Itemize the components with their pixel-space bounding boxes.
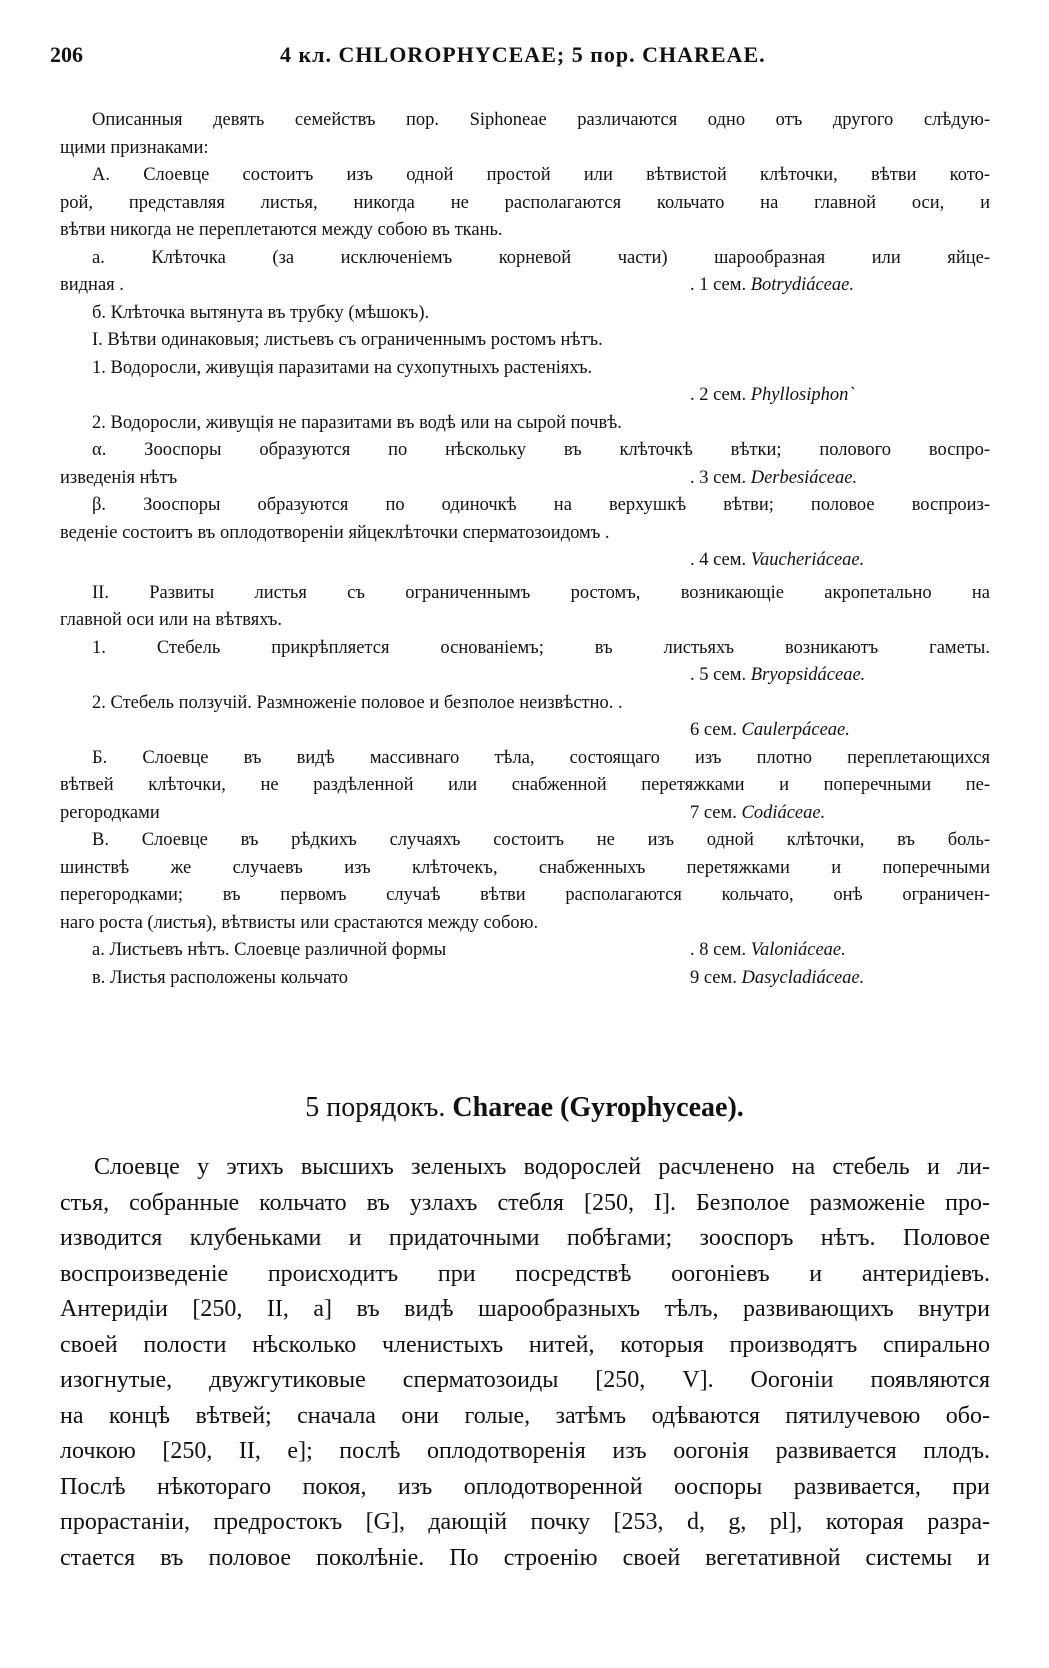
key-line	[60, 327, 990, 355]
family-entry	[690, 800, 990, 828]
body-text	[60, 1150, 990, 1576]
family-name: Dasycladiáceae.	[741, 967, 865, 988]
key-line	[60, 272, 990, 300]
key-line-text: I. Вѣтви одинаковыя; листьевъ съ ограниченнымъ ростомъ нѣтъ.	[92, 330, 603, 350]
key-line	[60, 965, 990, 993]
key-line-text: веденіе состоитъ въ оплодотвореніи яйцеклѣточки сперматозоидомъ .	[60, 522, 610, 543]
key-line	[60, 717, 990, 745]
family-name: Bryopsidáceae.	[750, 665, 866, 685]
family-name: Codiáceae.	[741, 802, 826, 823]
family-name: Derbesiáceae.	[750, 467, 858, 488]
family-entry	[690, 272, 990, 300]
body-line: на концѣ вѣтвей; сначала они голые, затѣмъ одѣваются пятилучевою обо-	[60, 1402, 990, 1429]
family-entry	[690, 937, 990, 965]
body-line: прорастаніи, предростокъ [G], дающій почку [253, d, g, pl], которая разра-	[60, 1509, 990, 1535]
key-line	[60, 910, 990, 938]
family-name: Vaucheriáceae.	[750, 550, 865, 570]
family-number: 6 сем.	[690, 720, 742, 740]
key-line-text: щими признаками:	[60, 137, 209, 158]
key-line-text: вѣтви никогда не переплетаются между собою въ ткань.	[60, 220, 503, 240]
body-line: воспроизведеніе происходитъ при посредствѣ оогоніевъ и антеридіевъ.	[60, 1260, 990, 1287]
key-line	[60, 937, 990, 965]
key-line	[60, 437, 990, 465]
key-line-text: изведенія нѣтъ	[60, 467, 178, 488]
key-line	[60, 465, 990, 493]
key-line	[60, 190, 990, 218]
page-header	[50, 42, 990, 78]
body-line: Послѣ нѣкотораго покоя, изъ оплодотворенной ооспоры развивается, при	[60, 1473, 990, 1500]
family-number: . 3 сем.	[690, 467, 751, 488]
key-line-text: главной оси или на вѣтвяхъ.	[60, 610, 282, 630]
family-name: Caulerpáceae.	[741, 720, 850, 740]
key-line-text: а. Клѣточка (за исключеніемъ корневой части) шарообразная или яйце-	[92, 247, 990, 268]
key-line	[60, 662, 990, 690]
key-line-text: β. Зооспоры образуются по одиночкѣ на верхушкѣ вѣтви; половое воспроиз-	[92, 495, 990, 515]
family-name: Botrydiáceae.	[750, 275, 854, 295]
key-line-text: видная .	[60, 275, 124, 295]
family-number: . 8 сем.	[690, 940, 751, 960]
body-line: изогнутые, двужгутиковые сперматозоиды [250, V]. Оогоніи появляются	[60, 1367, 990, 1393]
key-line-text: α. Зооспоры образуются по нѣскольку въ клѣточкѣ вѣтки; полового воспро-	[92, 440, 990, 460]
key-line-text: 1. Водоросли, живущія паразитами на сухопутныхъ растеніяхъ.	[92, 357, 593, 378]
running-head: 4 кл. CHLOROPHYCEAE; 5 пор. CHAREAE.	[280, 42, 766, 67]
key-line-text: 2. Стебель ползучій. Размноженіе половое и безполое неизвѣстно. .	[92, 692, 623, 713]
key-line	[60, 162, 990, 190]
key-line-text: регородками	[60, 802, 160, 823]
family-number: . 5 сем.	[690, 665, 751, 685]
key-line	[60, 520, 990, 548]
key-line	[60, 355, 990, 383]
key-line	[60, 882, 990, 910]
key-line	[60, 135, 990, 163]
key-line	[60, 690, 990, 718]
key-line-text: а. Листьевъ нѣтъ. Слоевце различной формы	[92, 940, 447, 960]
key-line	[60, 382, 990, 410]
key-line	[60, 245, 990, 273]
key-line	[60, 300, 990, 328]
body-line: Слоевце у этихъ высшихъ зеленыхъ водорослей расчленено на стебель и ли-	[94, 1154, 990, 1180]
key-line	[60, 580, 990, 608]
family-number: . 2 сем.	[690, 385, 751, 405]
family-key	[60, 107, 990, 992]
key-line-text: 2. Водоросли, живущія не паразитами въ водѣ или на сырой почвѣ.	[92, 412, 622, 433]
key-line-text: 1. Стебель прикрѣпляется основаніемъ; въ листьяхъ возникаютъ гаметы.	[92, 637, 990, 658]
body-line: лочкою [250, II, e]; послѣ оплодотворенія изъ оогонія развивается плодъ.	[60, 1438, 990, 1464]
family-number: . 4 сем.	[690, 550, 751, 570]
key-line-text: б. Клѣточка вытянута въ трубку (мѣшокъ).	[92, 302, 430, 323]
body-line: Антеридіи [250, II, a] въ видѣ шарообразныхъ тѣлъ, развивающихъ внутри	[60, 1296, 990, 1322]
key-line	[60, 800, 990, 828]
key-line-text: в. Листья расположены кольчато	[92, 967, 349, 988]
key-line	[60, 107, 990, 135]
key-line-text: В. Слоевце въ рѣдкихъ случаяхъ состоитъ не изъ одной клѣточки, въ боль-	[92, 830, 990, 850]
key-line-text: А. Слоевце состоитъ изъ одной простой или вѣтвистой клѣточки, вѣтви кото-	[92, 165, 990, 185]
family-number: 7 сем.	[690, 802, 742, 823]
key-line-text: II. Развиты листья съ ограниченнымъ ростомъ, возникающіе акропетально на	[92, 582, 990, 603]
key-line-text: Б. Слоевце въ видѣ массивнаго тѣла, состоящаго изъ плотно переплетающихся	[92, 747, 990, 768]
page-number: 206	[50, 42, 83, 67]
family-entry	[690, 547, 990, 575]
body-line: своей полости нѣсколько членистыхъ нитей, которыя производятъ спирально	[60, 1331, 990, 1358]
key-line	[60, 827, 990, 855]
family-entry	[690, 382, 990, 410]
family-entry	[690, 662, 990, 690]
body-line: стья, собранные кольчато въ узлахъ стебля [250, I]. Безполое разможеніе про-	[60, 1189, 990, 1216]
key-line	[60, 607, 990, 635]
key-line-text: вѣтвей клѣточки, не раздѣленной или снабженной перетяжками и поперечными пе-	[60, 775, 990, 795]
family-entry	[690, 965, 990, 993]
key-line	[60, 492, 990, 520]
section-heading	[0, 1092, 1049, 1124]
key-line	[60, 745, 990, 773]
key-line-text: Описанныя девять семействъ пор. Siphoneae различаются одно отъ другого слѣдую-	[92, 110, 990, 130]
key-line	[60, 410, 990, 438]
body-line: стается въ половое поколѣніе. По строенію своей вегетативной системы и	[60, 1544, 990, 1571]
family-name: Valoniáceae.	[750, 940, 846, 960]
key-line-text: перегородками; въ первомъ случаѣ вѣтви располагаются кольчато, онѣ ограничен-	[60, 885, 990, 905]
family-entry	[690, 465, 990, 493]
section-title: Chareae (Gyrophyceae).	[452, 1092, 744, 1123]
key-line	[60, 217, 990, 245]
key-line-text: рой, представляя листья, никогда не располагаются кольчато на главной оси, и	[60, 192, 990, 213]
key-line	[60, 855, 990, 883]
family-name: Phyllosiphon`	[750, 385, 855, 405]
family-number: 9 сем.	[690, 967, 742, 988]
family-number: . 1 сем.	[690, 275, 751, 295]
key-line	[60, 772, 990, 800]
key-line-text: шинствѣ же случаевъ изъ клѣточекъ, снабженныхъ перетяжками и поперечными	[60, 857, 990, 878]
key-line-text: наго роста (листья), вѣтвисты или срастаются между собою.	[60, 912, 539, 933]
key-line	[60, 547, 990, 575]
key-line	[60, 635, 990, 663]
body-line: изводится клубеньками и придаточными побѣгами; зооспоръ нѣтъ. Половое	[60, 1225, 990, 1251]
family-entry	[690, 717, 990, 745]
section-prefix: 5 порядокъ.	[305, 1092, 446, 1123]
